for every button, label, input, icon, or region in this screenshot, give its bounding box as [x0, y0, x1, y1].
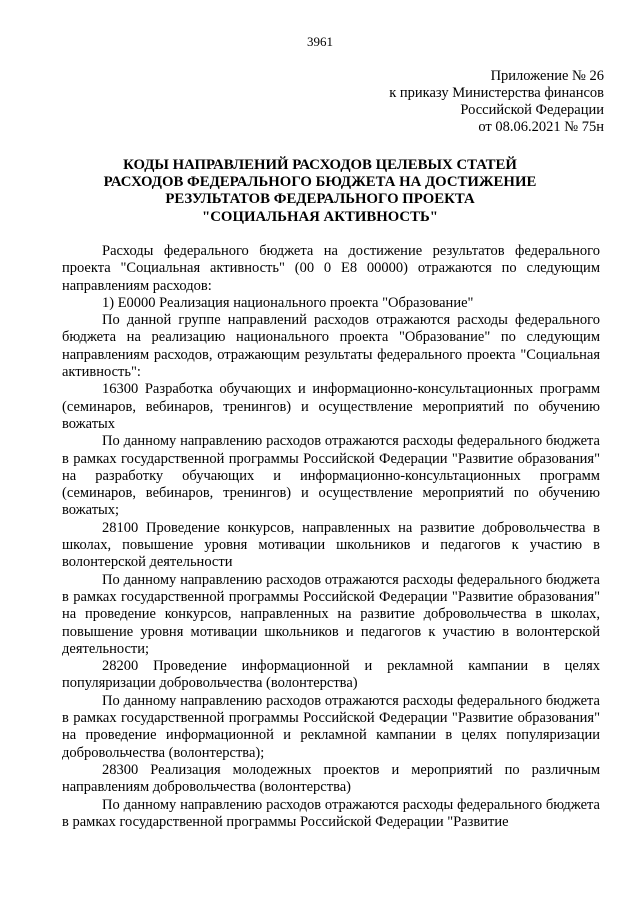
- expense-code-item: 28100 Проведение конкурсов, направленных на развитие добровольчества в школах, повышение уровня мотивации школьников и педагогов к участию в волонтерской деятельности: [62, 519, 600, 571]
- expense-code-item: 28200 Проведение информационной и рекламной кампании в целях популяризации добровольчества (волонтерства): [62, 658, 600, 692]
- expense-code-item: 28300 Реализация молодежных проектов и мероприятий по различным направлениям добровольчества (волонтерства): [62, 761, 600, 796]
- title-line: КОДЫ НАПРАВЛЕНИЙ РАСХОДОВ ЦЕЛЕВЫХ СТАТЕЙ: [123, 157, 517, 173]
- document-title: [40, 157, 600, 226]
- body-paragraph: По данному направлению расходов отражаются расходы федерального бюджета в рамках государственной программы Российской Федерации "Развитие образования" на проведение конкурсов, направленных на развитие добровольчества в школах, повышение уровня мотивации школьников и педагогов к участию в волонтерской деятельности;: [62, 571, 600, 657]
- appendix-line: Российской Федерации: [460, 102, 604, 118]
- body-paragraph: По данному направлению расходов отражаются расходы федерального бюджета в рамках государственной программы Российской Федерации "Развитие образования" на проведение информационной и рекламной кампании в целях популяризации добровольчества (волонтерства);: [62, 692, 600, 761]
- body-paragraph: Расходы федерального бюджета на достижение результатов федерального проекта "Социальная активность" (00 0 Е8 00000) отражаются по следующим направлениям расходов:: [62, 243, 600, 294]
- title-line: "СОЦИАЛЬНАЯ АКТИВНОСТЬ": [202, 208, 438, 225]
- title-line: РЕЗУЛЬТАТОВ ФЕДЕРАЛЬНОГО ПРОЕКТА: [165, 191, 475, 208]
- appendix-line: Приложение № 26: [490, 68, 604, 84]
- body-paragraph: По данной группе направлений расходов отражаются расходы федерального бюджета на реализацию национального проекта "Образование" по следующим направлениям расходов, отражающим результаты федерального проекта "Социальная активность":: [62, 312, 600, 381]
- document-body: [62, 243, 600, 831]
- expense-code-item: 16300 Разработка обучающих и информационно-консультационных программ (семинаров, вебинаров, тренингов) и осуществление мероприятий по обучению вожатых: [62, 381, 600, 432]
- appendix-line: к приказу Министерства финансов: [389, 85, 604, 101]
- list-item-heading: 1) Е0000 Реализация национального проекта "Образование": [102, 294, 474, 311]
- body-paragraph: По данному направлению расходов отражаются расходы федерального бюджета в рамках государственной программы Российской Федерации "Развитие: [62, 796, 600, 830]
- appendix-header: [324, 68, 604, 136]
- body-paragraph: По данному направлению расходов отражаются расходы федерального бюджета в рамках государственной программы Российской Федерации "Развитие образования" на разработку обучающих и информационно-консультационных программ (семинаров, вебинаров, тренингов) и осуществление мероприятий по обучению вожатых;: [62, 433, 600, 519]
- appendix-line: от 08.06.2021 № 75н: [478, 119, 604, 135]
- title-line: РАСХОДОВ ФЕДЕРАЛЬНОГО БЮДЖЕТА НА ДОСТИЖЕНИЕ: [103, 174, 537, 191]
- page-number: 3961: [307, 34, 333, 49]
